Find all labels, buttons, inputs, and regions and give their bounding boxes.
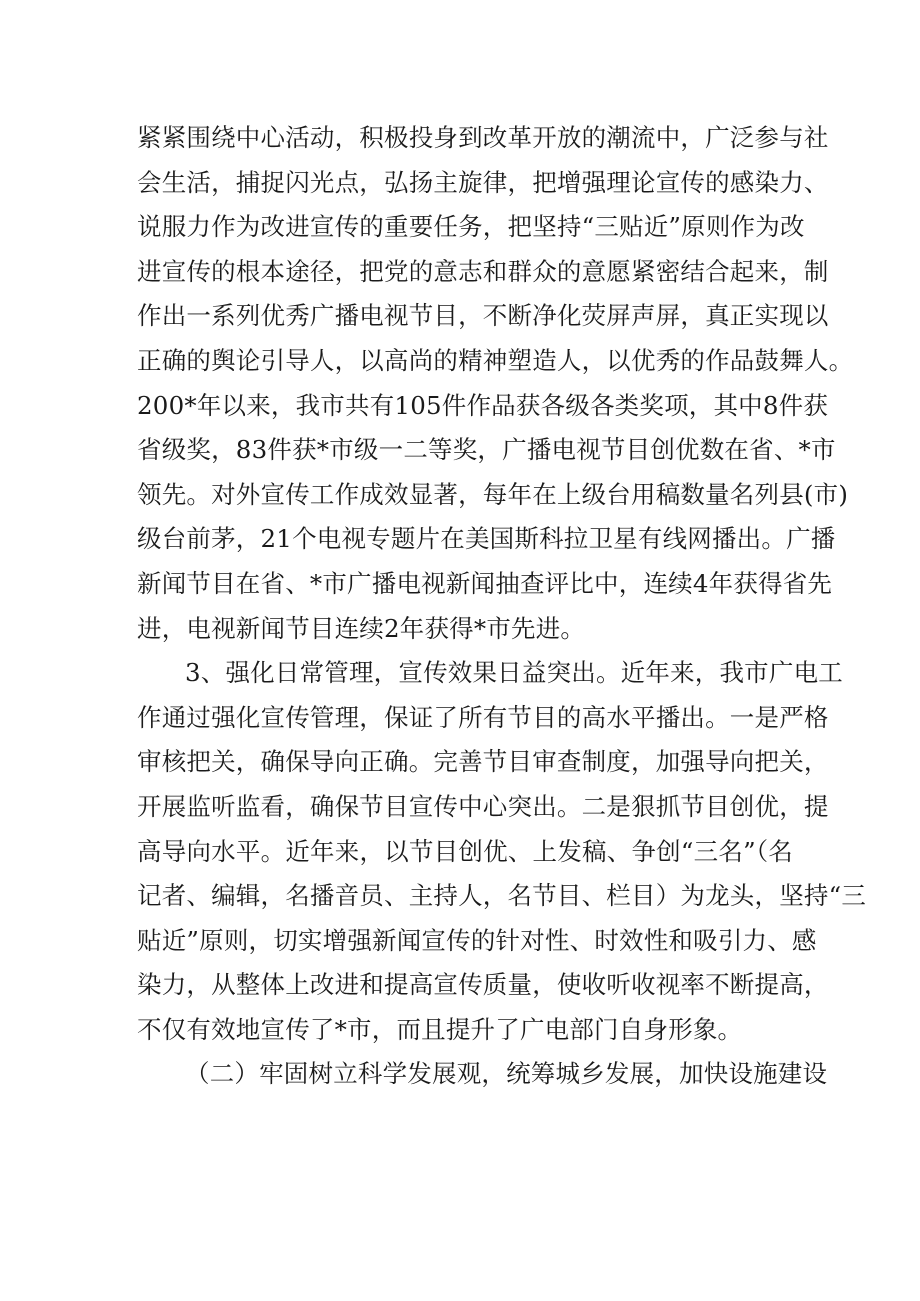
text-line: 3、强化日常管理，宣传效果日益突出。近年来，我市广电工 (185, 658, 843, 688)
text-line: 开展监听监看，确保节目宣传中心突出。二是狠抓节目创优，提 (137, 791, 829, 821)
text-line: 不仅有效地宣传了*市，而且提升了广电部门自身形象。 (137, 1014, 743, 1044)
paragraph-media-achievements (137, 116, 854, 651)
text-line: 贴近”原则，切实增强新闻宣传的针对性、时效性和吸引力、感 (137, 925, 817, 955)
document-body (137, 116, 867, 1097)
text-line: 说服力作为改进宣传的重要任务，把坚持“三贴近”原则作为改 (137, 212, 805, 242)
section-heading-line: （二）牢固树立科学发展观，统筹城乡发展，加快设施建设 (185, 1059, 828, 1089)
text-line: 领先。对外宣传工作成效显著，每年在上级台用稿数量名列县(市) (137, 479, 849, 509)
paragraph-section-heading (137, 1052, 828, 1097)
text-line: 审核把关，确保导向正确。完善节目审查制度，加强导向把关， (137, 747, 829, 777)
text-line: 高导向水平。近年来，以节目创优、上发稿、争创“三名”（名 (137, 836, 793, 866)
paragraph-daily-management (137, 651, 867, 1052)
text-line: 级台前茅，21个电视专题片在美国斯科拉卫星有线网播出。广播 (137, 524, 836, 554)
text-line: 200*年以来，我市共有105件作品获各级各类奖项，其中8件获 (137, 390, 829, 420)
text-line: 作出一系列优秀广播电视节目，不断净化荧屏声屏，真正实现以 (137, 301, 829, 331)
text-line: 进，电视新闻节目连续2年获得*市先进。 (137, 613, 586, 643)
text-line: 会生活，捕捉闪光点，弘扬主旋律，把增强理论宣传的感染力、 (137, 167, 829, 197)
text-line: 作通过强化宣传管理，保证了所有节目的高水平播出。一是严格 (137, 702, 829, 732)
text-line: 记者、编辑，名播音员、主持人，名节目、栏目）为龙头，坚持“三 (137, 881, 867, 911)
text-line: 进宣传的根本途径，把党的意志和群众的意愿紧密结合起来，制 (137, 256, 829, 286)
text-line: 紧紧围绕中心活动，积极投身到改革开放的潮流中，广泛参与社 (137, 123, 829, 152)
text-line: 染力，从整体上改进和提高宣传质量，使收听收视率不断提高， (137, 970, 829, 1000)
text-line: 新闻节目在省、*市广播电视新闻抽查评比中，连续4年获得省先 (137, 568, 833, 598)
text-line: 正确的舆论引导人，以高尚的精神塑造人，以优秀的作品鼓舞人。 (137, 345, 854, 375)
text-line: 省级奖，83件获*市级一二等奖，广播电视节目创优数在省、*市 (137, 435, 836, 465)
